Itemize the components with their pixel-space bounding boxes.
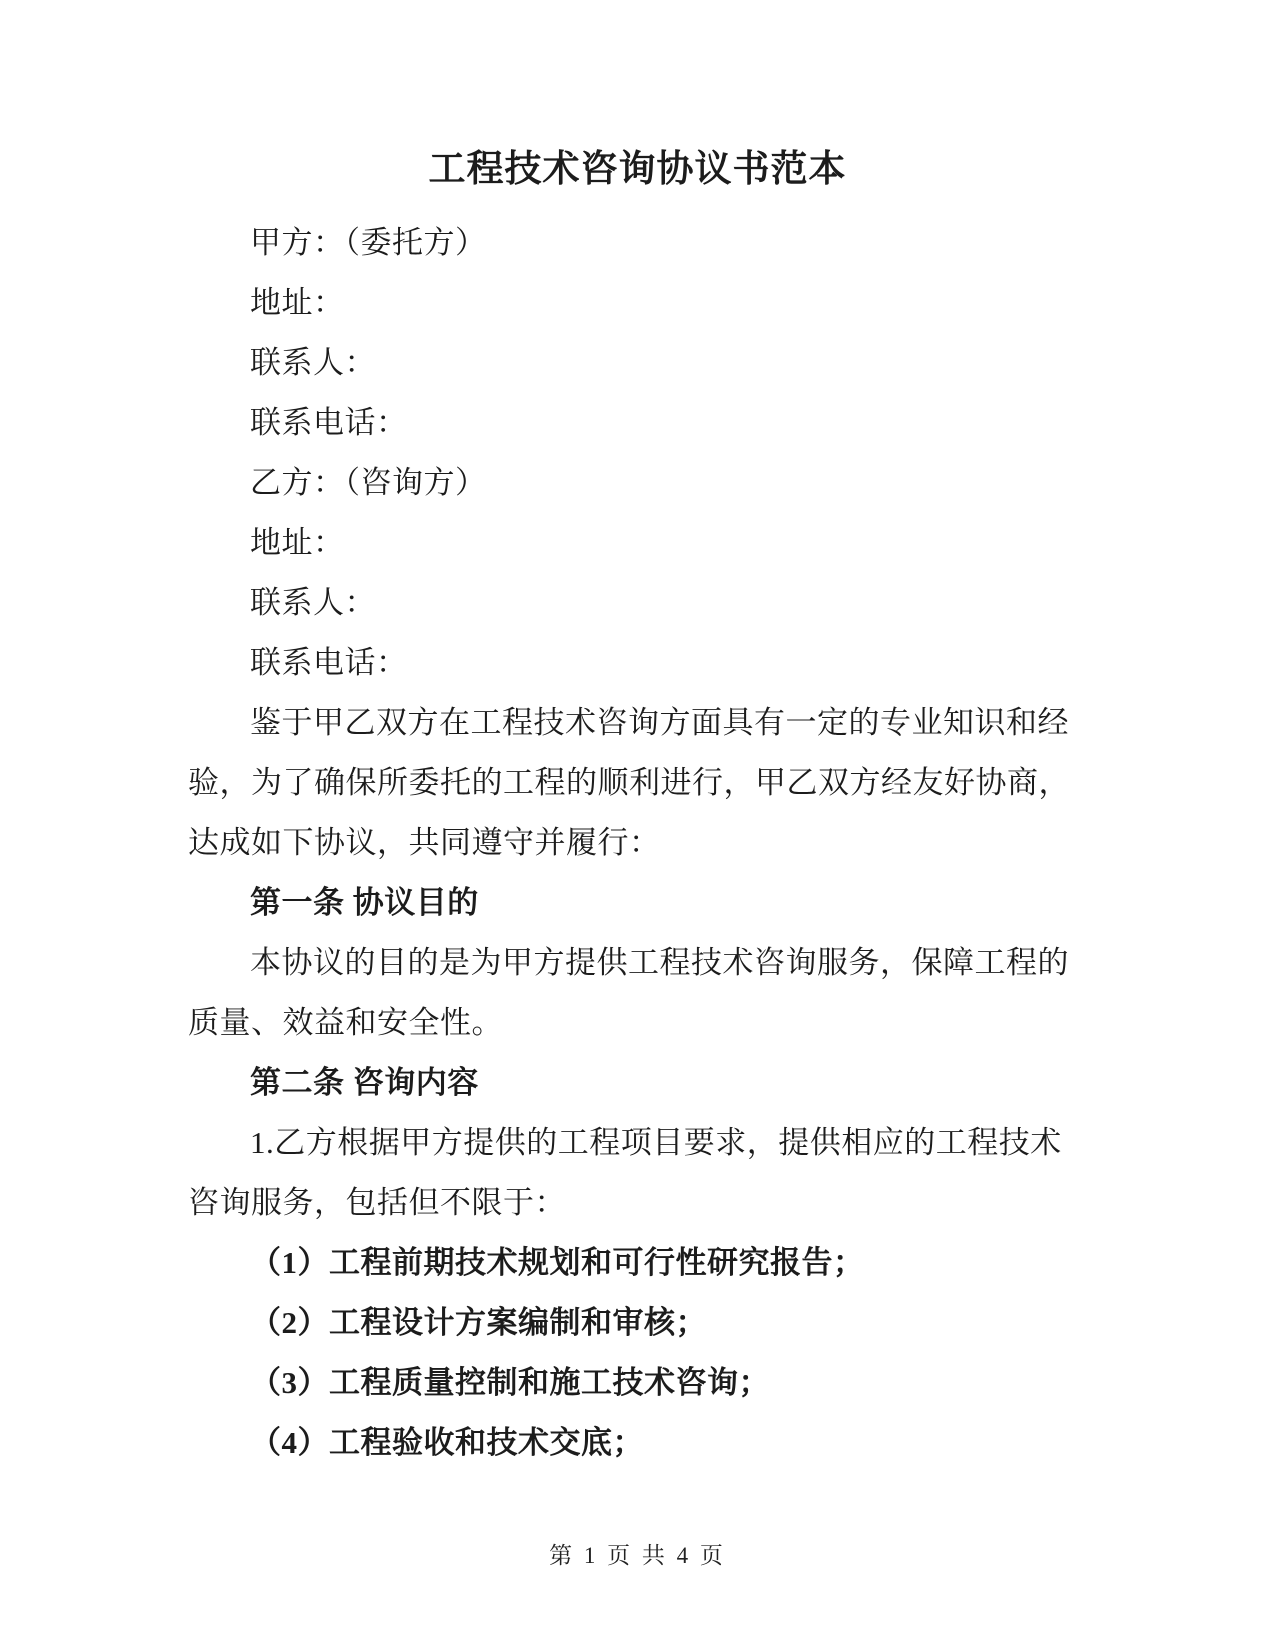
document-title: 工程技术咨询协议书范本 (428, 149, 847, 190)
preamble-line-1: 鉴于甲乙双方在工程技术咨询方面具有一定的专业知识和经 (250, 705, 1069, 740)
list-item-2: （2）工程设计方案编制和审核； (250, 1305, 707, 1340)
party-a-phone-line: 联系电话： (250, 405, 408, 440)
preamble-line-2: 验，为了确保所委托的工程的顺利进行，甲乙双方经友好协商， (188, 765, 1070, 800)
article-1-heading: 第一条 协议目的 (250, 885, 479, 920)
page-number-footer: 第 1 页 共 4 页 (549, 1543, 726, 1568)
party-a-address-line: 地址： (250, 285, 345, 320)
document-body (188, 213, 1070, 1473)
list-item-4: （4）工程验收和技术交底； (250, 1425, 644, 1460)
party-a-line: 甲方：（委托方） (250, 225, 487, 260)
party-b-line: 乙方：（咨询方） (250, 465, 487, 500)
party-b-address-line: 地址： (250, 525, 345, 560)
party-a-contact-line: 联系人： (250, 345, 376, 380)
party-b-contact-line: 联系人： (250, 585, 376, 620)
article-1-text-line-2: 质量、效益和安全性。 (188, 1005, 503, 1040)
article-2-clause-1-line-2: 咨询服务，包括但不限于： (188, 1185, 566, 1220)
preamble-line-3: 达成如下协议，共同遵守并履行： (188, 825, 661, 860)
article-2-clause-1-line-1: 1.乙方根据甲方提供的工程项目要求，提供相应的工程技术 (250, 1125, 1062, 1160)
article-2-heading: 第二条 咨询内容 (250, 1065, 479, 1100)
article-1-text-line-1: 本协议的目的是为甲方提供工程技术咨询服务，保障工程的 (250, 945, 1069, 980)
list-item-3: （3）工程质量控制和施工技术咨询； (250, 1365, 770, 1400)
list-item-1: （1）工程前期技术规划和可行性研究报告； (250, 1245, 865, 1280)
party-b-phone-line: 联系电话： (250, 645, 408, 680)
